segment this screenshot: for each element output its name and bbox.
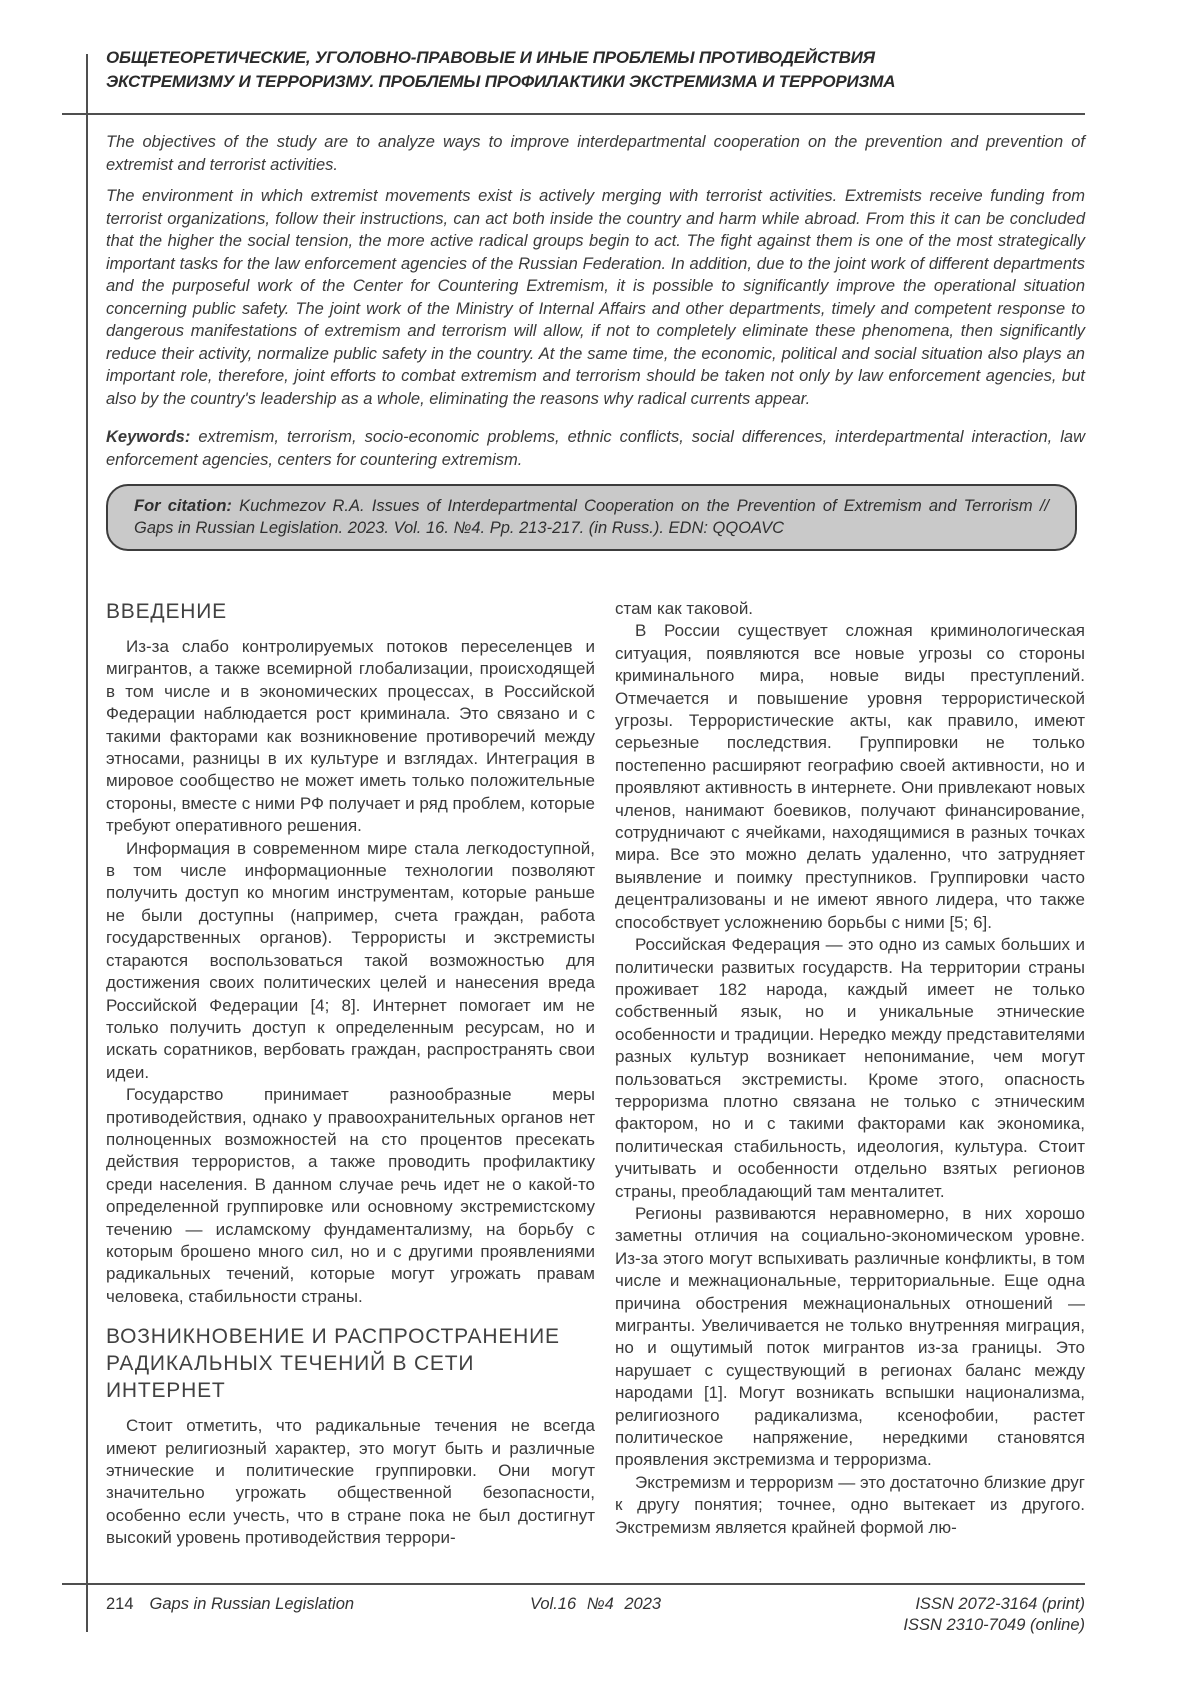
footer-journal-title: Gaps in Russian Legislation <box>149 1595 355 1613</box>
citation-text: Kuchmezov R.A. Issues of Interdepartmental Cooperation on the Prevention of Extremism and Terrorism // Gaps in Russian Legislation. 2023. Vol. 16. №4. Pp. 213-217. (in Russ.). EDN: QQOAVC <box>134 497 1049 537</box>
body-paragraph: В России существует сложная криминологическая ситуация, появляются все новые угрозы со стороны криминального мира, новые виды преступлений. Отмечается и повышение уровня террористической угрозы. Террористические акты, как правило, имеют серьезные последствия. Группировки не только постепенно расширяют географию своей активности, но и проявляют активность в интернете. Они привлекают новых членов, нанимают боевиков, получают финансирование, сотрудничают с ячейками, находящимися в разных точках мира. Все это можно делать удаленно, что затрудняет выявление и поимку преступников. Группировки часто децентрализованы и не имеют явного лидера, что также способствует усложнению борьбы с ними [5; 6]. <box>615 621 1085 932</box>
abstract-paragraph-1: The objectives of the study are to analyze ways to improve interdepartmental cooperation on the prevention and prevention of extremist and terrorist activities. <box>106 133 1085 174</box>
footer-issn-online: ISSN 2310-7049 (online) <box>903 1616 1085 1634</box>
running-head-line-1: ОБЩЕТЕОРЕТИЧЕСКИЕ, УГОЛОВНО-ПРАВОВЫЕ И ИНЫЕ ПРОБЛЕМЫ ПРОТИВОДЕЙСТВИЯ <box>106 48 875 67</box>
section-heading: ВОЗНИКНОВЕНИЕ И РАСПРОСТРАНЕНИЕ РАДИКАЛЬНЫХ ТЕЧЕНИЙ В СЕТИ ИНТЕРНЕТ <box>106 1325 560 1403</box>
body-paragraph: стам как таковой. <box>615 599 754 618</box>
body-paragraph: Российская Федерация — это одно из самых больших и политически развитых государств. На территории страны проживает 182 народа, каждый имеет не только собственный язык, но и уникальные этнические особенности и традиции. Нередко между представителями разных культур возникает непонимание, чем могут пользоваться экстремисты. Кроме этого, опасность терроризма плотно связана не только с этническим фактором, но и с такими факторами как экономика, политическая стабильность, идеология, культура. Стоит учитывать и особенности отдельно взятых регионов страны, преобладающий там менталитет. <box>615 935 1085 1201</box>
running-head-line-2: ЭКСТРЕМИЗМУ И ТЕРРОРИЗМУ. ПРОБЛЕМЫ ПРОФИЛАКТИКИ ЭКСТРЕМИЗМА И ТЕРРОРИЗМА <box>106 72 896 91</box>
running-head <box>106 46 1056 94</box>
citation-label: For citation: <box>134 497 232 515</box>
body-paragraph: Государство принимает разнообразные меры противодействия, однако у правоохранительных органов нет полноценных возможностей на сто процентов пресекать действия террористов, а также проводить профилактику среди населения. В данном случае речь идет не о какой-то определенной группировке или основному экстремистскому течению — исламскому фундаментализму, на борьбу с которым брошено много сил, но и с другими проявлениями радикальных течений, которые могут угрожать правам человека, стабильности страны. <box>106 1085 595 1306</box>
footer-issn-print: ISSN 2072-3164 (print) <box>915 1595 1085 1613</box>
footer-issn <box>106 1594 1085 1636</box>
body-paragraph: Из-за слабо контролируемых потоков переселенцев и мигрантов, а также всемирной глобализации, происходящей в том числе и в экономических процессах, в Российской Федерации наблюдается рост криминала. Это связано и с такими факторами как возникновение противоречий между этносами, разницы в их культуре и взглядах. Интеграция в мировое сообщество не может иметь только положительные стороны, вместе с ними РФ получает и ряд проблем, которые требуют оперативного решения. <box>106 637 595 836</box>
keywords-label: Keywords: <box>106 428 191 446</box>
front-matter <box>106 131 1085 551</box>
abstract-paragraph-2: The environment in which extremist movements exist is actively merging with terrorist activities. Extremists receive funding from terrorist organizations, follow their instructions, can act both inside the country and harm while abroad. From this it can be concluded that the higher the social tension, the more active radical groups begin to act. The fight against them is one of the most strategically important tasks for the law enforcement agencies of the Russian Federation. In addition, due to the joint work of different departments and the purposeful work of the Center for Countering Extremism, it is possible to significantly improve the operational situation concerning public safety. The joint work of the Ministry of Internal Affairs and other departments, timely and competent response to dangerous manifestations of extremism and terrorism will allow, if not to completely eliminate these phenomena, then significantly reduce their activity, normalize public safety in the country. At the same time, the economic, political and social situation also plays an important role, therefore, joint efforts to combat extremism and terrorism should be taken not only by law enforcement agencies, but also by the country's leadership as a whole, eliminating the reasons why radical currents appear. <box>106 187 1085 408</box>
left-margin-rule <box>86 54 88 1632</box>
body-paragraph: Регионы развиваются неравномерно, в них хорошо заметны отличия на социально-экономическом уровне. Из-за этого могут вспыхивать различные конфликты, в том числе и межнациональные, территориальные. Еще одна причина обострения межнациональных отношений — мигранты. Увеличивается не только внутренняя миграция, но и ощутимый поток мигрантов из-за границы. Это нарушает с существующий в регионах баланс между народами [1]. Могут возникать вспышки национализма, религиозного радикализма, ксенофобии, растет политическое напряжение, нередкими становятся проявления экстремизма и терроризма. <box>615 1203 1085 1470</box>
footer-divider-rule <box>62 1583 1085 1585</box>
section-heading: ВВЕДЕНИЕ <box>106 600 227 623</box>
citation-box <box>106 484 1077 551</box>
footer-volume: Vol.16 №4 2023 <box>529 1595 662 1613</box>
keywords-text: extremism, terrorism, socio-economic problems, ethnic conflicts, social differences, interdepartmental interaction, law enforcement agencies, centers for countering extremism. <box>106 428 1085 469</box>
body-paragraph: Экстремизм и терроризм — это достаточно близкие друг к другу понятия; точнее, одно вытекает из другого. Экстремизм является крайней формой лю- <box>615 1472 1085 1537</box>
body-paragraph: Стоит отметить, что радикальные течения не всегда имеют религиозный характер, это могут быть и различные этнические и политические группировки. Они могут значительно угрожать общественной безопасности, особенно если учесть, что в стране пока не был достигнут высокий уровень противодействия террори- <box>106 1416 595 1548</box>
header-divider-rule <box>62 113 1085 115</box>
body-paragraph: Информация в современном мире стала легкодоступной, в том числе информационные технологии позволяют получить доступ ко многим инструментам, которые раньше не были доступны (например, счета граждан, работа государственных органов). Террористы и экстремисты стараются воспользоваться такой возможностью для достижения своих политических целей и нанесения вреда Российской Федерации [4; 8]. Интернет помогает им не только получить доступ к определенным ресурсам, но и искать соратников, вербовать граждан, распространять свои идеи. <box>106 838 595 1082</box>
column-right <box>615 598 1085 1539</box>
column-left <box>106 598 595 1550</box>
keywords-paragraph <box>106 426 1085 471</box>
footer-page-number: 214 <box>106 1595 134 1613</box>
